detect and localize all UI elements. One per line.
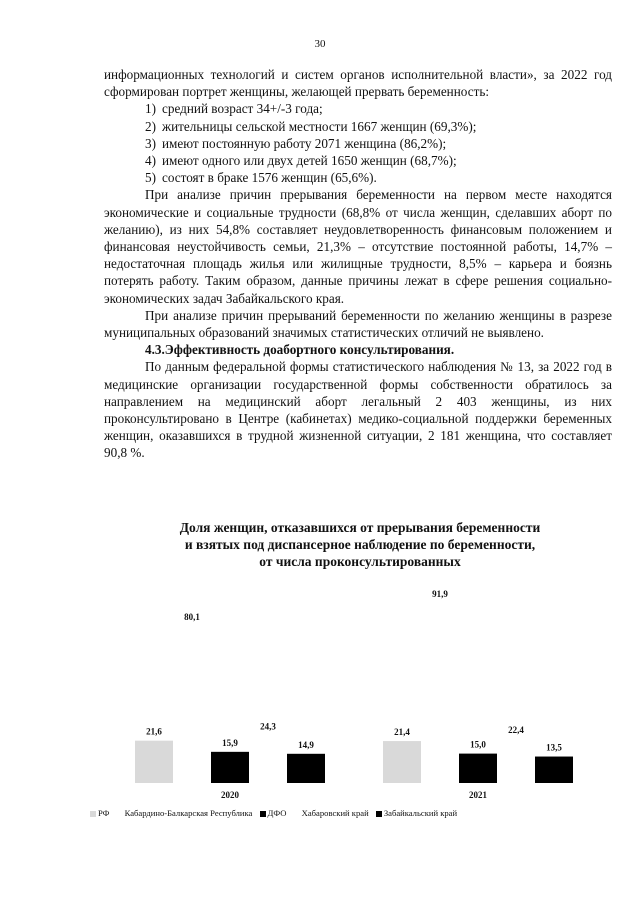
bar-chart [0,580,640,805]
list-item: 5) состоят в браке 1576 женщин (65,6%). [145,170,377,186]
legend-item-kbr: Кабардино-Балкарская Республика [117,808,253,818]
list-item: 3) имеют постоянную работу 2071 женщина (86,2%); [145,135,447,151]
bar-2020-5 [287,754,325,783]
paragraph-statistics: По данным федеральной формы статистического наблюдения № 13, за 2022 год в медицинские организации государственной формы собственности обратилось за направлением на медицинский аборт легальный 2 403 женщины, из них проконсультировано в Центре (кабинетах) медико-социальной поддержки беременных женщин, оказавшихся в трудной жизненной ситуации, 2 181 женщина, что составляет 90,8 %. [104,359,612,461]
legend-item-zabaikalsky: Забайкальский край [376,808,457,818]
bar-2021-1 [383,741,421,783]
category-label: 2021 [469,790,487,800]
bar-2021-4 [497,739,535,783]
chart-legend [90,808,620,818]
section-heading: 4.3.Эффективность доабортного консультирования. [145,342,455,358]
portrait-list [104,100,612,186]
list-item: 1) средний возраст 34+/-3 года; [145,101,323,117]
data-label: 13,5 [546,742,562,753]
data-label: 15,9 [222,737,238,748]
chart-title-line-1: Доля женщин, отказавшихся от прерывания беременности [179,520,541,535]
legend-item-rf: РФ [90,808,109,818]
legend-swatch [117,811,123,817]
paragraph-municipal: При анализе причин прерываний беременности по желанию женщины в разрезе муниципальных образований значимых статистических отличий не выявлено. [104,307,612,341]
list-item: 4) имеют одного или двух детей 1650 женщин (68,7%); [145,153,457,169]
legend-item-khabarovsk: Хабаровский край [294,808,369,818]
legend-swatch [294,811,300,817]
legend-item-dfo: ДФО [260,808,287,818]
data-label: 21,6 [146,726,162,737]
bar-2020-2 [173,626,211,783]
data-label: 91,9 [432,588,448,599]
paragraph-intro: информационных технологий и систем органов исполнительной власти», за 2022 год сформирован портрет женщины, желающей прервать беременность: [104,67,612,100]
data-label: 15,0 [470,739,486,750]
bar-2021-3 [459,754,497,783]
category-label: 2020 [221,790,239,800]
bar-2020-1 [135,741,173,783]
bar-2020-4 [249,735,287,783]
data-label: 14,9 [298,739,314,750]
bar-2021-5 [535,757,573,783]
chart-title [100,519,620,570]
list-item: 2) жительницы сельской местности 1667 женщин (69,3%); [145,118,477,134]
legend-swatch [90,811,96,817]
body-text [104,66,612,462]
data-label: 22,4 [508,725,524,736]
legend-swatch [376,811,382,817]
data-label: 21,4 [394,727,410,738]
data-label: 24,3 [260,721,276,732]
data-label: 80,1 [184,612,200,623]
paragraph-causes: При анализе причин прерывания беременности на первом месте находятся экономические и социальные трудности (68,8% от числа женщин, сделавших аборт по желанию), из них 54,8% составляет неудовлетворенность финансовым положением и финансовая неустойчивость семьи, 21,3% – отсутствие постоянной работы, 14,7% – недостаточная площадь жилья или жилищные трудности, 8,5% – карьера и боязнь потерять работу. Таким образом, данные причины лежат в сфере решения социально-экономических задач Забайкальского края. [104,187,612,306]
legend-swatch [260,811,266,817]
page-number: 30 [314,38,326,50]
chart-title-line-2: и взятых под диспансерное наблюдение по беременности, [184,537,536,552]
chart-title-line-3: от числа проконсультированных [259,554,461,569]
bar-2021-2 [421,603,459,783]
bar-2020-3 [211,752,249,783]
